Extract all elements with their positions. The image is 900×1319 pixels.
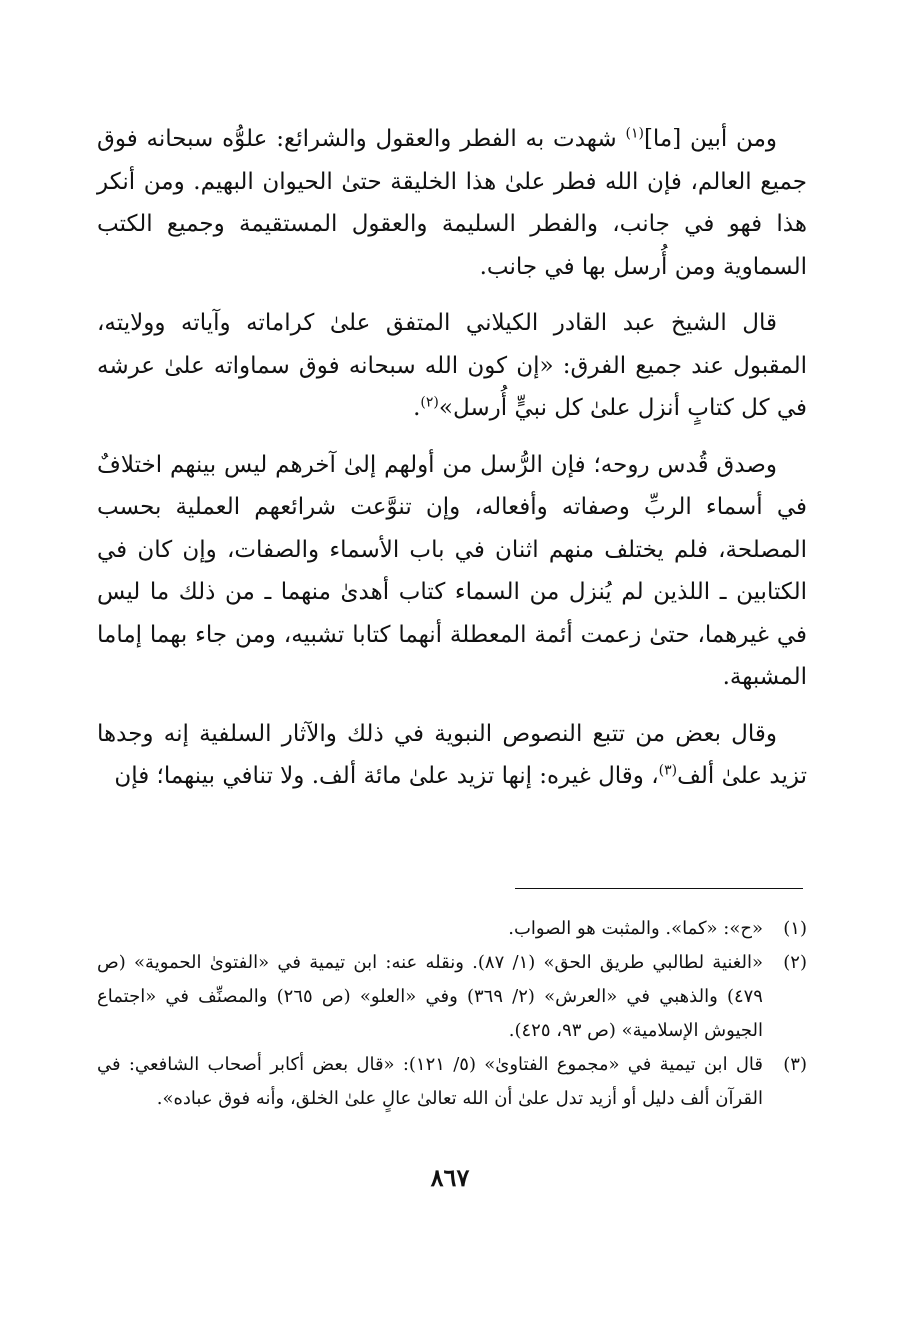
footnote-number: (١) — [783, 918, 807, 939]
paragraph-text: وصدق قُدس روحه؛ فإن الرُّسل من أولهم إلىٰ آخرهم ليس بينهم اختلافٌ في أسماء الربِّ وصفاته وأفعاله، وإن تنوَّعت شرائعهم العملية بحسب المصلحة، فلم يختلف منهم اثنان في باب الأسماء والصفات، وإن كان في الكتابين ـ اللذين لم يُنزل من السماء كتاب أهدىٰ منهما ـ من ذلك ما ليس في غيرهما، حتىٰ زعمت أئمة المعطلة أنهما كتابا تشبيه، ومن جاء بهما إماما المشبهة. — [97, 451, 807, 690]
footnote-marker-1[interactable]: (١) — [625, 125, 644, 142]
paragraph-text: قال الشيخ عبد القادر الكيلاني المتفق علىٰ كراماته وآياته وولايته، المقبول عند جميع الفرق: «إن كون الله سبحانه فوق سماواته علىٰ عرشه في كل كتابٍ أنزل علىٰ كل نبيٍّ أُرسل» — [97, 310, 807, 421]
footnote-marker-2[interactable]: (٢) — [420, 394, 439, 411]
footnote-number: (٢) — [783, 952, 807, 973]
paragraph-text: شهدت به الفطر والعقول والشرائع: علوُّه سبحانه فوق جميع العالم، فإن الله فطر علىٰ هذا الخليقة حتىٰ الحيوان البهيم. ومن أنكر هذا فهو في جانب، والفطر السليمة والعقول المستقيمة وجميع الكتب السماوية ومن أُرسل بها في جانب. — [97, 126, 807, 280]
footnote-number: (٣) — [783, 1054, 807, 1075]
page-number: ٨٦٧ — [430, 1163, 470, 1192]
paragraph-text: ، وقال غيره: إنها تزيد علىٰ مائة ألف. ولا تنافي بينهما؛ فإن — [114, 763, 659, 789]
paragraph-1 — [97, 118, 807, 288]
paragraph-3 — [97, 444, 807, 699]
footnote-marker-3[interactable]: (٣) — [658, 762, 678, 779]
footnotes — [97, 912, 807, 1116]
paragraph-text: ومن أبين [ما] — [643, 126, 777, 152]
footnote-text: قال ابن تيمية في «مجموع الفتاوىٰ» (٥/ ١٢١): «قال بعض أكابر أصحاب الشافعي: في القرآن ألف دليل أو أزيد تدل علىٰ أن الله تعالىٰ عالٍ علىٰ الخلق، وأنه فوق عباده». — [97, 1054, 763, 1109]
footnote-text: «ح»: «كما». والمثبت هو الصواب. — [508, 918, 763, 939]
paragraph-text: وقال بعض من تتبع النصوص النبوية في ذلك والآثار السلفية إنه وجدها تزيد علىٰ ألف — [97, 720, 807, 789]
main-text — [97, 118, 807, 812]
footnote-text: «الغنية لطالبي طريق الحق» (١/ ٨٧). ونقله عنه: ابن تيمية في «الفتوىٰ الحموية» (ص ٤٧٩) والذهبي في «العرش» (٢/ ٣٦٩) وفي «العلو» (ص ٢٦٥) والمصنِّف في «اجتماع الجيوش الإسلامية» (ص ٩٣، ٤٢٥). — [97, 952, 763, 1041]
footnote-1 — [97, 912, 807, 946]
paragraph-text: . — [413, 395, 421, 421]
paragraph-4 — [97, 713, 807, 798]
footnote-3 — [97, 1048, 807, 1116]
paragraph-2 — [97, 302, 807, 430]
footnote-separator — [515, 888, 803, 889]
footnote-2 — [97, 946, 807, 1048]
